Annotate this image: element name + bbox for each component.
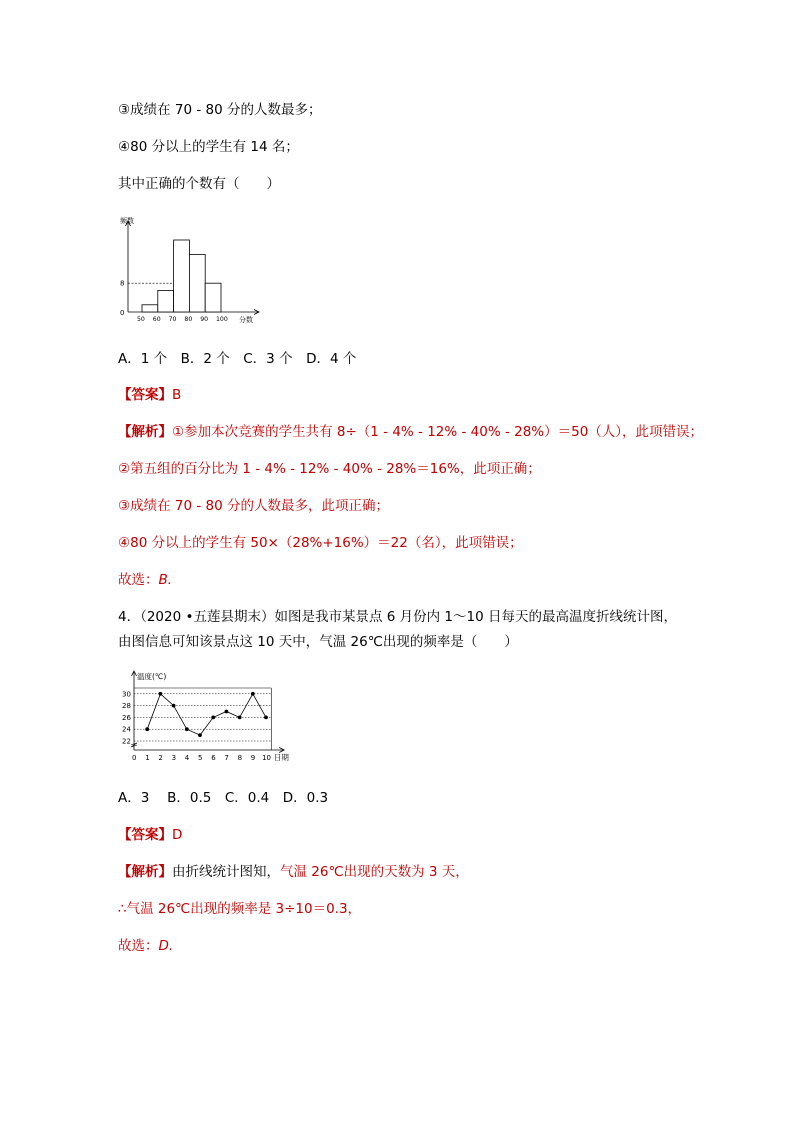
x-tick-label: 100 (216, 316, 228, 323)
answer-tag: 【答案】 (118, 827, 172, 843)
y-tick-label: 24 (122, 725, 131, 734)
x-tick-label: 80 (184, 316, 193, 323)
data-point (225, 710, 229, 714)
histogram-chart (118, 214, 268, 326)
data-point (198, 733, 202, 737)
answer-value: B (172, 387, 182, 403)
conclusion-value: D. (158, 938, 174, 954)
analysis-tag: 【解析】 (118, 424, 172, 440)
x-tick-label: 4 (184, 754, 190, 762)
data-point (185, 727, 189, 731)
y-axis-label: 频数 (120, 217, 134, 225)
y-tick-label: 30 (122, 690, 131, 699)
q3-analysis-4: ④80 分以上的学生有 50×（28%+16%）＝22（名），此项错误； (118, 535, 523, 551)
q4-answer (118, 826, 182, 844)
q4-analysis-2: ∴气温 26℃出现的频率是 3÷10＝0.3， (118, 901, 362, 917)
q3-analysis-3: ③成绩在 70 - 80 分的人数最多，此项正确； (118, 498, 389, 514)
line-chart-figure (118, 666, 298, 774)
data-point (251, 692, 255, 696)
answer-tag: 【答案】 (118, 387, 172, 403)
histogram-bar (205, 283, 221, 312)
x-tick-label: 9 (250, 754, 256, 762)
x-tick-label: 5 (198, 754, 203, 762)
x-tick-label: 90 (200, 316, 209, 323)
temperature-line-chart (118, 666, 298, 770)
x-tick-label: 3 (171, 754, 177, 762)
q3-conclusion (118, 571, 172, 589)
temperature-series-line (147, 694, 266, 735)
x-tick-label: 7 (224, 754, 229, 762)
q4-stem-line-1: 4．（2020 •五莲县期末）如图是我市某景点 6 月份内 1～10 日每天的最高温度折线统计图， (118, 609, 677, 625)
y-tick-label: 22 (122, 737, 131, 746)
y-tick-label: 26 (122, 713, 131, 722)
q3-option-3: ③成绩在 70 - 80 分的人数最多； (118, 102, 322, 118)
histogram-figure (118, 214, 268, 330)
q4-choices: A．3 B．0.5 C．0.4 D．0.3 (118, 790, 329, 806)
x-tick-label: 1 (145, 754, 150, 762)
analysis-text: 气温 26℃出现的天数为 3 天， (280, 864, 469, 880)
y-tick-label: 28 (122, 702, 131, 711)
data-point (159, 692, 163, 696)
x-axis-label: 分数 (239, 316, 253, 324)
x-tick-label: 60 (152, 316, 161, 323)
x-tick-label: 6 (211, 754, 216, 762)
q3-option-4: ④80 分以上的学生有 14 名； (118, 139, 299, 155)
y-tick-label: 0 (120, 309, 125, 317)
analysis-text: ①参加本次竞赛的学生共有 8÷（1 - 4% - 12% - 40% - 28%）＝50（人），此项错误； (172, 424, 704, 440)
x-tick-label: 2 (158, 754, 163, 762)
q3-question: 其中正确的个数有（ ） (118, 176, 280, 192)
x-tick-label: 8 (237, 754, 243, 762)
q4-conclusion (118, 937, 173, 955)
analysis-tag: 【解析】 (118, 864, 172, 880)
q3-analysis-1 (118, 423, 703, 441)
answer-value: D (172, 827, 183, 843)
x-tick-label: 50 (137, 316, 145, 323)
histogram-bar (174, 240, 190, 312)
data-point (172, 704, 176, 708)
x-tick-label: 0 (132, 754, 137, 762)
conclusion-value: B. (158, 572, 173, 588)
conclusion-prefix: 故选： (118, 572, 159, 588)
data-point (264, 716, 268, 720)
histogram-bar (158, 290, 174, 312)
data-point (145, 727, 149, 731)
q4-stem-line-2: 由图信息可知该景点这 10 天中，气温 26℃出现的频率是（ ） (118, 634, 518, 650)
data-point (238, 716, 242, 720)
x-axis-label: 日期 (273, 753, 289, 762)
histogram-bar (142, 305, 158, 312)
q4-analysis-1 (118, 863, 469, 881)
y-tick-label: 8 (120, 279, 125, 288)
y-axis-label: 温度(℃) (137, 672, 167, 681)
x-tick-label: 70 (168, 316, 177, 323)
q3-answer (118, 386, 181, 404)
q3-analysis-2: ②第五组的百分比为 1 - 4% - 12% - 40% - 28%＝16%，此项正确； (118, 461, 541, 477)
analysis-lead: 由折线统计图知， (172, 864, 280, 880)
q3-choices: A．1 个 B．2 个 C．3 个 D．4 个 (118, 351, 357, 367)
conclusion-prefix: 故选： (118, 938, 159, 954)
x-tick-label: 10 (262, 754, 271, 762)
histogram-bar (189, 254, 205, 312)
data-point (211, 716, 215, 720)
